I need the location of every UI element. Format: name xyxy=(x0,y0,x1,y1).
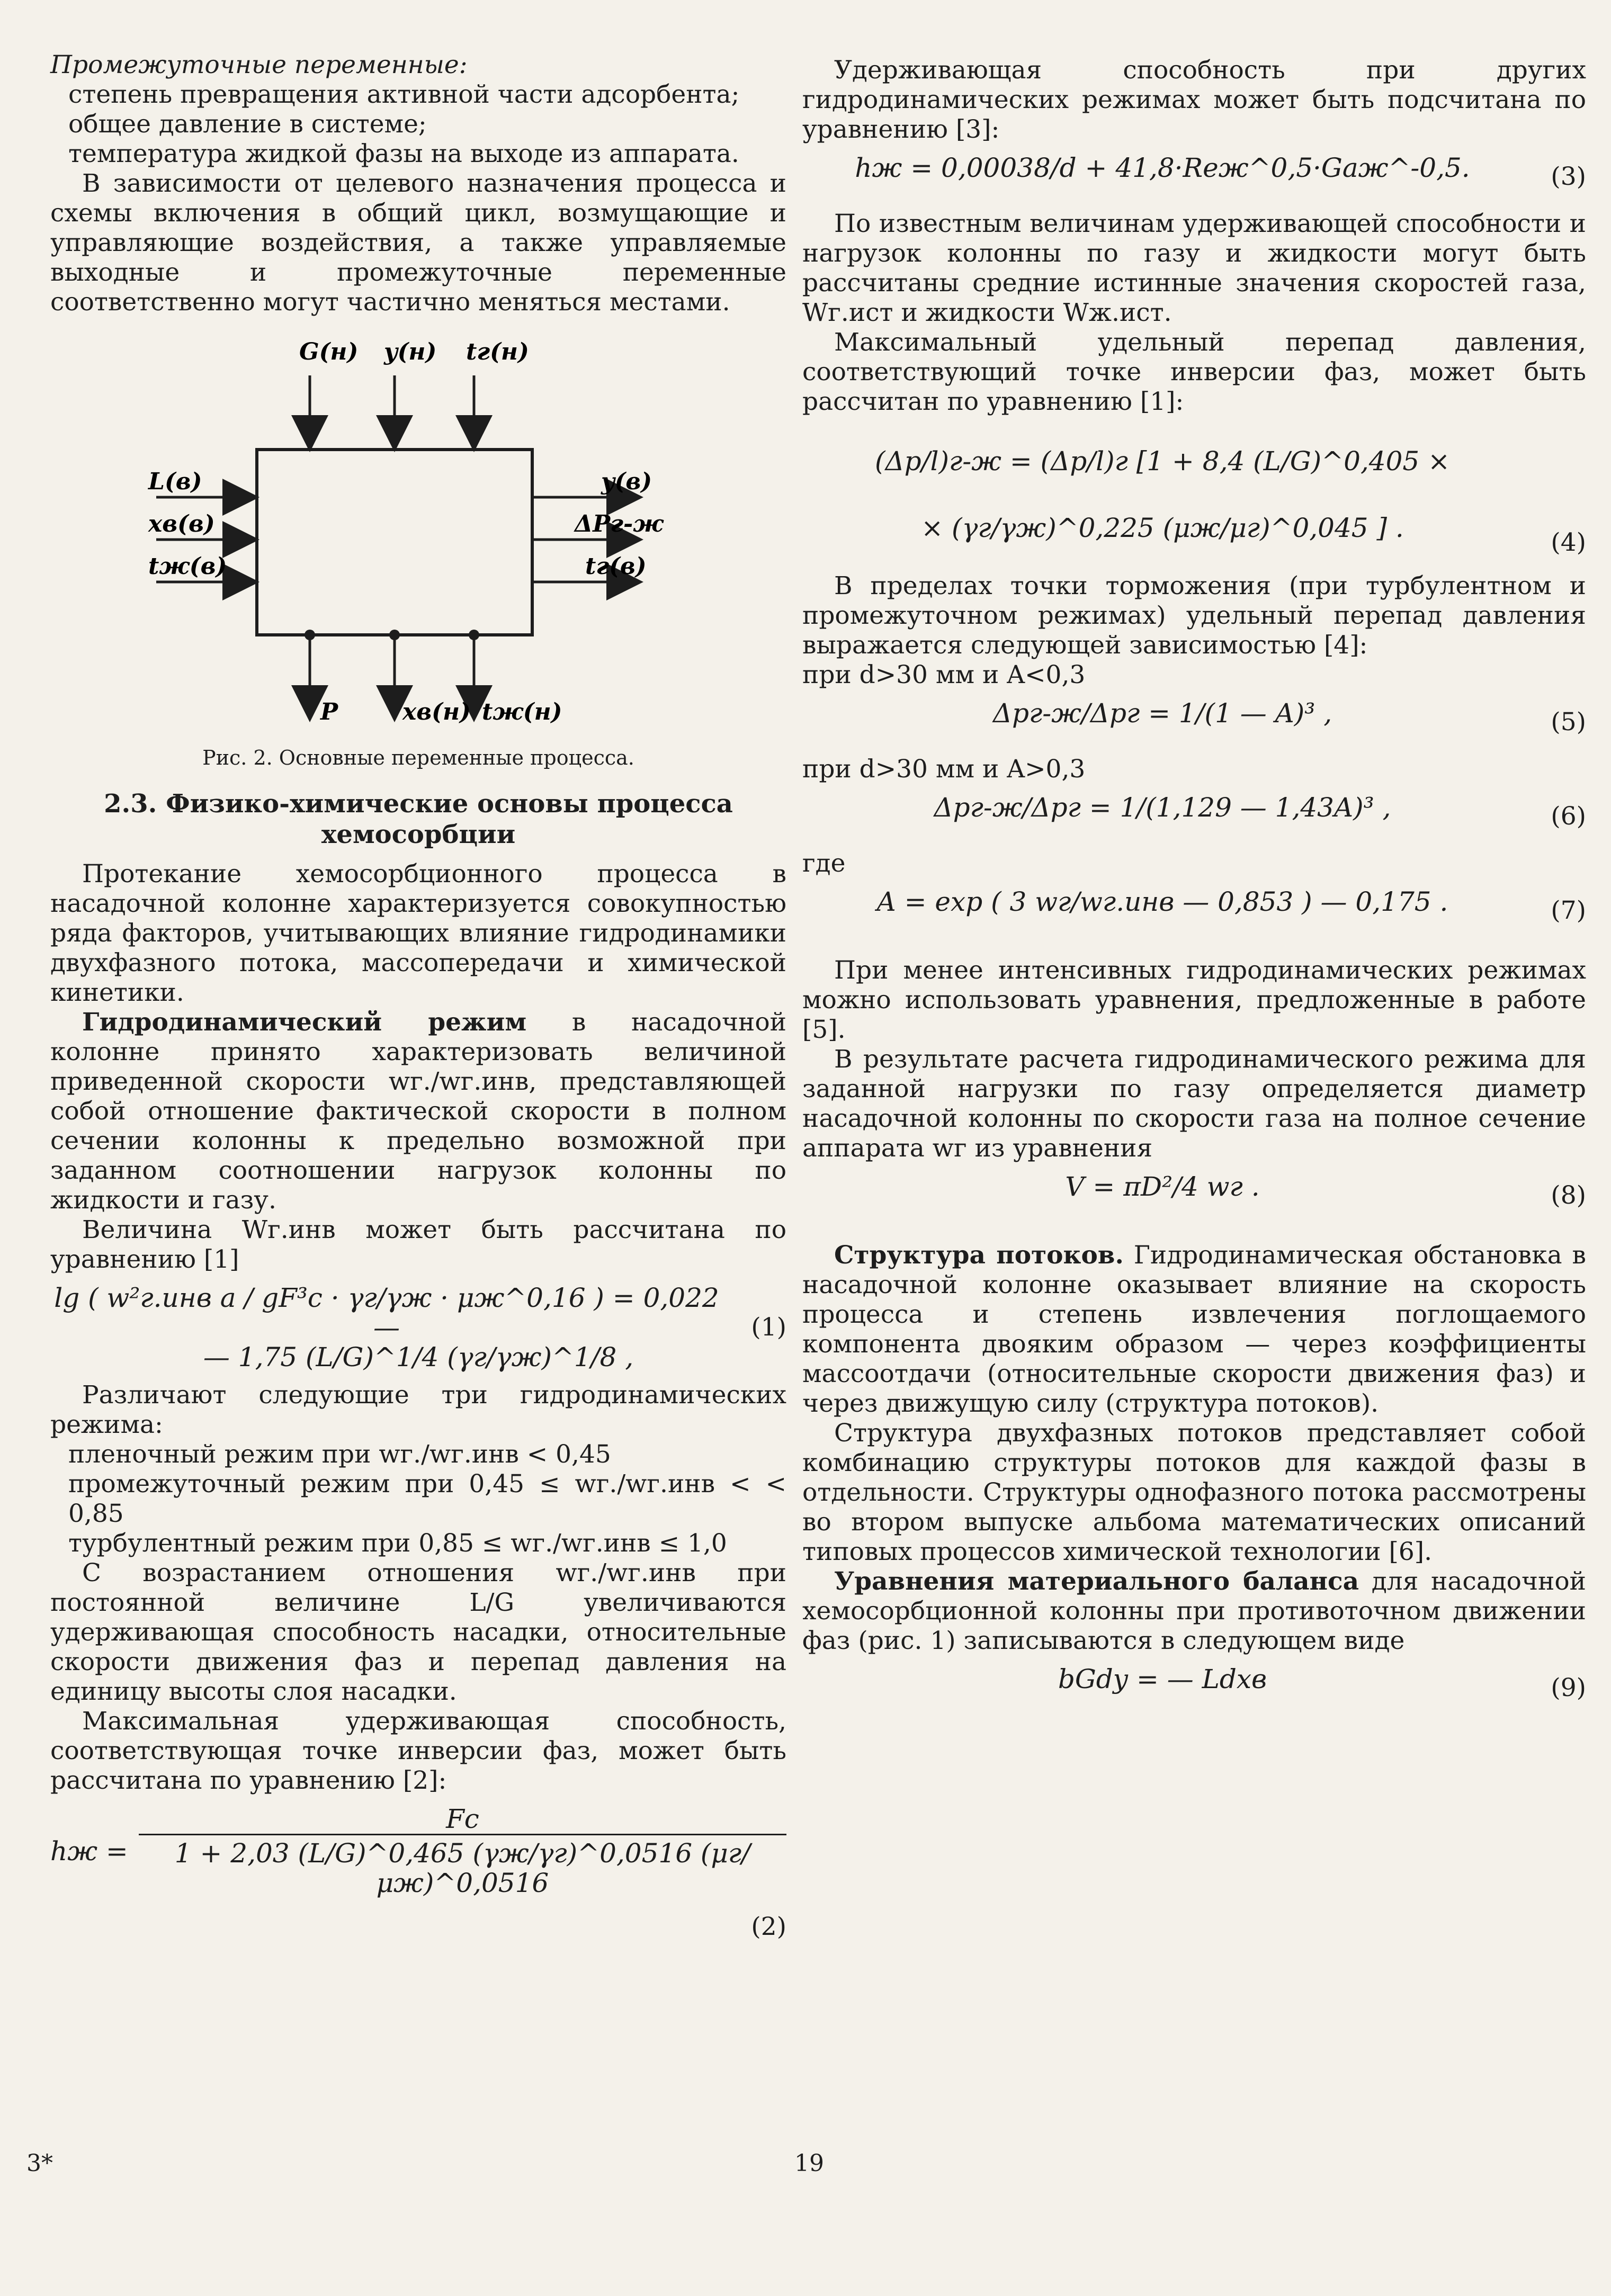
paragraph: Величина Wг.инв может быть рассчитана по уравнению [1] xyxy=(50,1215,786,1274)
footer-mark: 3* xyxy=(26,2150,53,2177)
paragraph: С возрастанием отношения wг./wг.инв при постоянной величине L/G увеличиваются удерживающая способность насадки, относительные скорости движения фаз и перепад давления на единицу высоты слоя насадки. xyxy=(50,1558,786,1706)
bold-term: Уравнения материального баланса xyxy=(834,1567,1359,1596)
process-block xyxy=(257,450,532,635)
paragraph: Структура двухфазных потоков представляет собой комбинацию структуры потоков для каждой фазы в отдельности. Структуры однофазного потока рассмотрены во втором выпуске альбома математических описаний типовых процессов химической технологии [6]. xyxy=(802,1419,1586,1566)
equation-1-line1: lg ( w²г.инв a / gF³c · γг/γж · μж^0,16 ) = 0,022 — xyxy=(54,1282,719,1343)
list-item: общее давление в системе; xyxy=(68,110,427,139)
list-item: пленочный режим при wг./wг.инв < 0,45 xyxy=(68,1440,611,1469)
paragraph: По известным величинам удерживающей способности и нагрузок колонны по газу и жидкости могут быть рассчитаны средние истинные значения скоростей газа, Wг.ист и жидкости Wж.ист. xyxy=(802,209,1586,327)
equation-9: bGdy = — Ldxв (9) xyxy=(1058,1664,1586,1702)
figure-caption: Рис. 2. Основные переменные процесса. xyxy=(202,746,634,769)
label-right-t: tг(в) xyxy=(585,553,647,580)
right-column xyxy=(802,56,1586,1720)
label-left-tzh: tж(в) xyxy=(148,553,227,580)
equation-4 xyxy=(802,425,1586,563)
where-label: где xyxy=(802,849,846,878)
list-item: промежуточный режим при 0,45 ≤ wг./wг.инв < < 0,85 xyxy=(68,1469,786,1528)
list-item: температура жидкой фазы на выходе из аппарата. xyxy=(68,139,739,168)
left-column xyxy=(50,50,786,1941)
equation-8: V = πD²/4 wг . (8) xyxy=(1065,1171,1586,1210)
equation-4-line1: (Δp/l)г-ж = (Δp/l)г [1 + 8,4 (L/G)^0,405 × xyxy=(874,446,1450,477)
intro-label: Промежуточные переменные: xyxy=(50,50,468,79)
regimes-list xyxy=(50,1440,786,1558)
label-top-y: y(н) xyxy=(384,338,437,365)
paragraph: При менее интенсивных гидродинамических режимах можно использовать уравнения, предложенные в работе [5]. xyxy=(802,956,1586,1044)
figure-2 xyxy=(50,328,786,741)
process-variables-diagram xyxy=(50,328,786,730)
equation-2-denominator: 1 + 2,03 (L/G)^0,465 (γж/γг)^0,0516 (μг/μж)^0,0516 xyxy=(139,1834,786,1898)
equation-2 xyxy=(50,1804,786,1941)
equation-1 xyxy=(50,1283,786,1372)
label-top-G: G(н) xyxy=(299,338,359,365)
paragraph: Максимальная удерживающая способность, соответствующая точке инверсии фаз, может быть рассчитана по уравнению [2]: xyxy=(50,1707,786,1795)
condition: при d>30 мм и A>0,3 xyxy=(802,755,1086,784)
paragraph: Структура потоков. Гидродинамическая обстановка в насадочной колонне оказывает влияние на скорость процесса и степень извлечения поглощаемого компонента двояким образом — через коэффициенты массоотдачи (относительные скорости движения фаз) и через движущую силу (структура потоков). xyxy=(802,1241,1586,1418)
label-bottom-P: P xyxy=(320,698,338,725)
paragraph: В зависимости от целевого назначения процесса и схемы включения в общий цикл, возмущающие и управляющие воздействия, а также управляемые выходные и промежуточные переменные соответственно могут частично меняться местами. xyxy=(50,169,786,317)
label-left-xv: xв(в) xyxy=(148,510,215,537)
list-item: турбулентный режим при 0,85 ≤ wг./wг.инв ≤ 1,0 xyxy=(68,1529,727,1558)
equation-6: Δpг-ж/Δpг = 1/(1,129 — 1,43A)³ , (6) xyxy=(934,792,1586,831)
label-top-t: tг(н) xyxy=(466,338,529,365)
list-item: степень превращения активной части адсорбента; xyxy=(68,80,740,109)
condition: при d>30 мм и A<0,3 xyxy=(802,660,1086,689)
label-left-L: L(в) xyxy=(148,468,202,495)
paragraph: Максимальный удельный перепад давления, соответствующий точке инверсии фаз, может быть рассчитан по уравнению [1]: xyxy=(802,328,1586,416)
label-right-y: y(в) xyxy=(601,468,652,495)
equation-1-line2: — 1,75 (L/G)^1/4 (γг/γж)^1/8 , xyxy=(203,1342,634,1373)
equation-number: (4) xyxy=(1551,528,1586,557)
equation-number: (3) xyxy=(1551,162,1586,191)
equation-number: (9) xyxy=(1551,1673,1586,1702)
paragraph: В результате расчета гидродинамического режима для заданной нагрузки по газу определяется диаметр насадочной колонны по скорости газа на полное сечение аппарата wг из уравнения xyxy=(802,1045,1586,1163)
bold-term: Гидродинамический режим xyxy=(82,1008,527,1037)
intermediate-variables-list xyxy=(50,80,786,169)
paragraph: Гидродинамический режим в насадочной колонне принято характеризовать величиной приведенной скорости wг./wг.инв, представляющей собой отношение фактической скорости в полном сечении колонны к предельно возможной при заданном соотношении нагрузок колонны по жидкости и газу. xyxy=(50,1008,786,1215)
paragraph: Различают следующие три гидродинамических режима: xyxy=(50,1380,786,1439)
paragraph: В пределах точки торможения (при турбулентном и промежуточном режимах) удельный перепад давления выражается следующей зависимостью [4]: xyxy=(802,571,1586,660)
paragraph: Протекание хемосорбционного процесса в насадочной колонне характеризуется совокупностью ряда факторов, учитывающих влияние гидродинамики двухфазного потока, массопередачи и химической кинетики. xyxy=(50,859,786,1007)
equation-4-line2: × (γг/γж)^0,225 (μж/μг)^0,045 ] . xyxy=(921,513,1404,543)
bold-term: Структура потоков. xyxy=(834,1241,1124,1270)
label-bottom-xv: xв(н) xyxy=(402,698,471,725)
equation-number: (2) xyxy=(751,1912,786,1941)
equation-3: hж = 0,00038/d + 41,8·Reж^0,5·Gaж^-0,5. (3) xyxy=(855,153,1586,191)
paragraph: Уравнения материального баланса для насадочной хемосорбционной колонны при противоточном движении фаз (рис. 1) записываются в следующем виде xyxy=(802,1567,1586,1655)
label-bottom-tzh: tж(н) xyxy=(482,698,562,725)
equation-7: A = exp ( 3 wг/wг.инв — 0,853 ) — 0,175 . (7) xyxy=(876,886,1586,925)
equation-number: (8) xyxy=(1551,1181,1586,1210)
equation-2-lhs: hж = xyxy=(50,1835,128,1867)
equation-5: Δpг-ж/Δpг = 1/(1 — A)³ , (5) xyxy=(992,698,1586,737)
section-heading: 2.3. Физико-химические основы процесса хемосорбции xyxy=(104,789,733,849)
paragraph: Удерживающая способность при других гидродинамических режимах может быть подсчитана по уравнению [3]: xyxy=(802,56,1586,144)
equation-2-numerator: Fc xyxy=(446,1804,479,1834)
equation-number: (5) xyxy=(1551,707,1586,737)
equation-number: (1) xyxy=(751,1313,786,1342)
label-right-dP: ΔPг-ж xyxy=(575,510,664,537)
page-number: 19 xyxy=(794,2150,824,2177)
equation-number: (7) xyxy=(1551,896,1586,925)
equation-number: (6) xyxy=(1551,802,1586,831)
